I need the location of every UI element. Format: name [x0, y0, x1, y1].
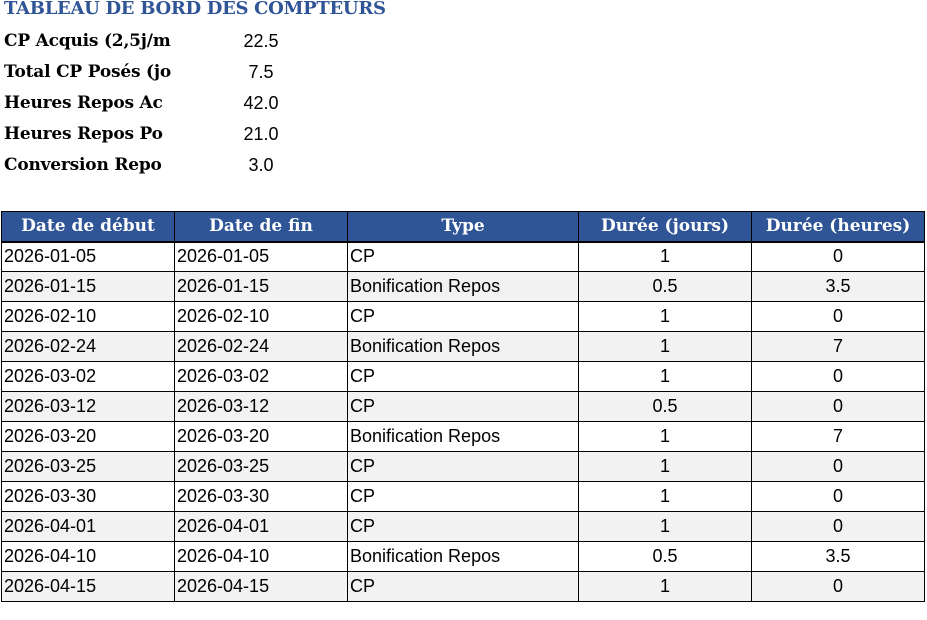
- cell-duree-jours[interactable]: 0.5: [579, 272, 752, 302]
- stat-row-heures-repos-acquises: [0, 88, 300, 119]
- cell-date-fin[interactable]: 2026-04-10: [175, 542, 348, 572]
- cell-duree-jours[interactable]: 1: [579, 362, 752, 392]
- cell-type[interactable]: CP: [348, 392, 579, 422]
- cell-date-fin[interactable]: 2026-02-10: [175, 302, 348, 332]
- cell-type[interactable]: CP: [348, 452, 579, 482]
- stat-label[interactable]: Heures Repos Ac: [4, 93, 163, 113]
- cell-type[interactable]: CP: [348, 482, 579, 512]
- counter-summary: [0, 26, 300, 181]
- table-row: [2, 512, 925, 542]
- stat-value[interactable]: 7.5: [248, 62, 274, 82]
- cell-date-fin[interactable]: 2026-04-01: [175, 512, 348, 542]
- cell-duree-jours[interactable]: 0.5: [579, 542, 752, 572]
- column-header-type[interactable]: Type: [348, 212, 579, 242]
- cell-type[interactable]: Bonification Repos: [348, 422, 579, 452]
- cell-date-debut[interactable]: 2026-02-10: [2, 302, 175, 332]
- cell-type[interactable]: Bonification Repos: [348, 272, 579, 302]
- table-row: [2, 542, 925, 572]
- cell-date-debut[interactable]: 2026-03-30: [2, 482, 175, 512]
- cell-duree-heures[interactable]: 7: [752, 332, 925, 362]
- cell-date-debut[interactable]: 2026-03-02: [2, 362, 175, 392]
- cell-date-fin[interactable]: 2026-03-20: [175, 422, 348, 452]
- cell-duree-heures[interactable]: 0: [752, 482, 925, 512]
- column-header-duree-jours[interactable]: Durée (jours): [579, 212, 752, 242]
- table-row: [2, 572, 925, 602]
- table-row: [2, 362, 925, 392]
- column-header-duree-heures[interactable]: Durée (heures): [752, 212, 925, 242]
- cell-duree-jours[interactable]: 0.5: [579, 392, 752, 422]
- cell-date-fin[interactable]: 2026-03-25: [175, 452, 348, 482]
- cell-date-fin[interactable]: 2026-03-02: [175, 362, 348, 392]
- cell-type[interactable]: CP: [348, 512, 579, 542]
- cell-date-debut[interactable]: 2026-02-24: [2, 332, 175, 362]
- stat-row-cp-acquis: [0, 26, 300, 57]
- cell-duree-heures[interactable]: 0: [752, 452, 925, 482]
- stat-label[interactable]: Total CP Posés (jo: [4, 62, 171, 82]
- table-row: [2, 242, 925, 272]
- stat-row-conversion-repos: [0, 150, 300, 181]
- cell-date-debut[interactable]: 2026-04-15: [2, 572, 175, 602]
- cell-duree-jours[interactable]: 1: [579, 302, 752, 332]
- cell-duree-jours[interactable]: 1: [579, 512, 752, 542]
- cell-type[interactable]: CP: [348, 302, 579, 332]
- cell-date-debut[interactable]: 2026-04-01: [2, 512, 175, 542]
- table-row: [2, 392, 925, 422]
- cell-date-debut[interactable]: 2026-01-05: [2, 242, 175, 272]
- cell-duree-heures[interactable]: 3.5: [752, 542, 925, 572]
- table-header-row: [2, 212, 925, 242]
- stat-label[interactable]: Heures Repos Po: [4, 124, 163, 144]
- cell-date-debut[interactable]: 2026-03-12: [2, 392, 175, 422]
- column-header-date-fin[interactable]: Date de fin: [175, 212, 348, 242]
- cell-duree-jours[interactable]: 1: [579, 452, 752, 482]
- cell-type[interactable]: CP: [348, 572, 579, 602]
- cell-date-fin[interactable]: 2026-01-05: [175, 242, 348, 272]
- cell-duree-heures[interactable]: 0: [752, 302, 925, 332]
- cell-date-fin[interactable]: 2026-02-24: [175, 332, 348, 362]
- cell-date-fin[interactable]: 2026-04-15: [175, 572, 348, 602]
- cell-duree-jours[interactable]: 1: [579, 422, 752, 452]
- stat-row-total-cp-poses: [0, 57, 300, 88]
- cell-duree-heures[interactable]: 0: [752, 572, 925, 602]
- cell-duree-heures[interactable]: 3.5: [752, 272, 925, 302]
- cell-duree-heures[interactable]: 0: [752, 242, 925, 272]
- stat-value[interactable]: 21.0: [243, 124, 279, 144]
- cell-type[interactable]: Bonification Repos: [348, 332, 579, 362]
- cell-duree-heures[interactable]: 0: [752, 512, 925, 542]
- cell-duree-jours[interactable]: 1: [579, 482, 752, 512]
- stat-value[interactable]: 3.0: [248, 155, 274, 175]
- stat-value[interactable]: 42.0: [243, 93, 279, 113]
- cell-duree-jours[interactable]: 1: [579, 242, 752, 272]
- stat-label[interactable]: CP Acquis (2,5j/m: [4, 31, 171, 51]
- cell-duree-jours[interactable]: 1: [579, 572, 752, 602]
- column-header-date-debut[interactable]: Date de début: [2, 212, 175, 242]
- stat-value[interactable]: 22.5: [243, 31, 279, 51]
- table-row: [2, 422, 925, 452]
- cell-duree-heures[interactable]: 7: [752, 422, 925, 452]
- cell-date-fin[interactable]: 2026-03-30: [175, 482, 348, 512]
- stat-row-heures-repos-posees: [0, 119, 300, 150]
- cell-date-debut[interactable]: 2026-04-10: [2, 542, 175, 572]
- stat-label[interactable]: Conversion Repo: [4, 155, 162, 175]
- cell-date-debut[interactable]: 2026-01-15: [2, 272, 175, 302]
- cell-date-fin[interactable]: 2026-01-15: [175, 272, 348, 302]
- cell-duree-heures[interactable]: 0: [752, 392, 925, 422]
- cell-duree-jours[interactable]: 1: [579, 332, 752, 362]
- cell-duree-heures[interactable]: 0: [752, 362, 925, 392]
- cell-date-fin[interactable]: 2026-03-12: [175, 392, 348, 422]
- table-body: [2, 242, 925, 602]
- table-row: [2, 302, 925, 332]
- table-row: [2, 332, 925, 362]
- table-row: [2, 272, 925, 302]
- cell-date-debut[interactable]: 2026-03-20: [2, 422, 175, 452]
- cell-type[interactable]: CP: [348, 362, 579, 392]
- leave-log-table: [1, 211, 925, 602]
- cell-type[interactable]: Bonification Repos: [348, 542, 579, 572]
- table-row: [2, 482, 925, 512]
- cell-type[interactable]: CP: [348, 242, 579, 272]
- dashboard-title: TABLEAU DE BORD DES COMPTEURS: [4, 0, 386, 19]
- table-row: [2, 452, 925, 482]
- cell-date-debut[interactable]: 2026-03-25: [2, 452, 175, 482]
